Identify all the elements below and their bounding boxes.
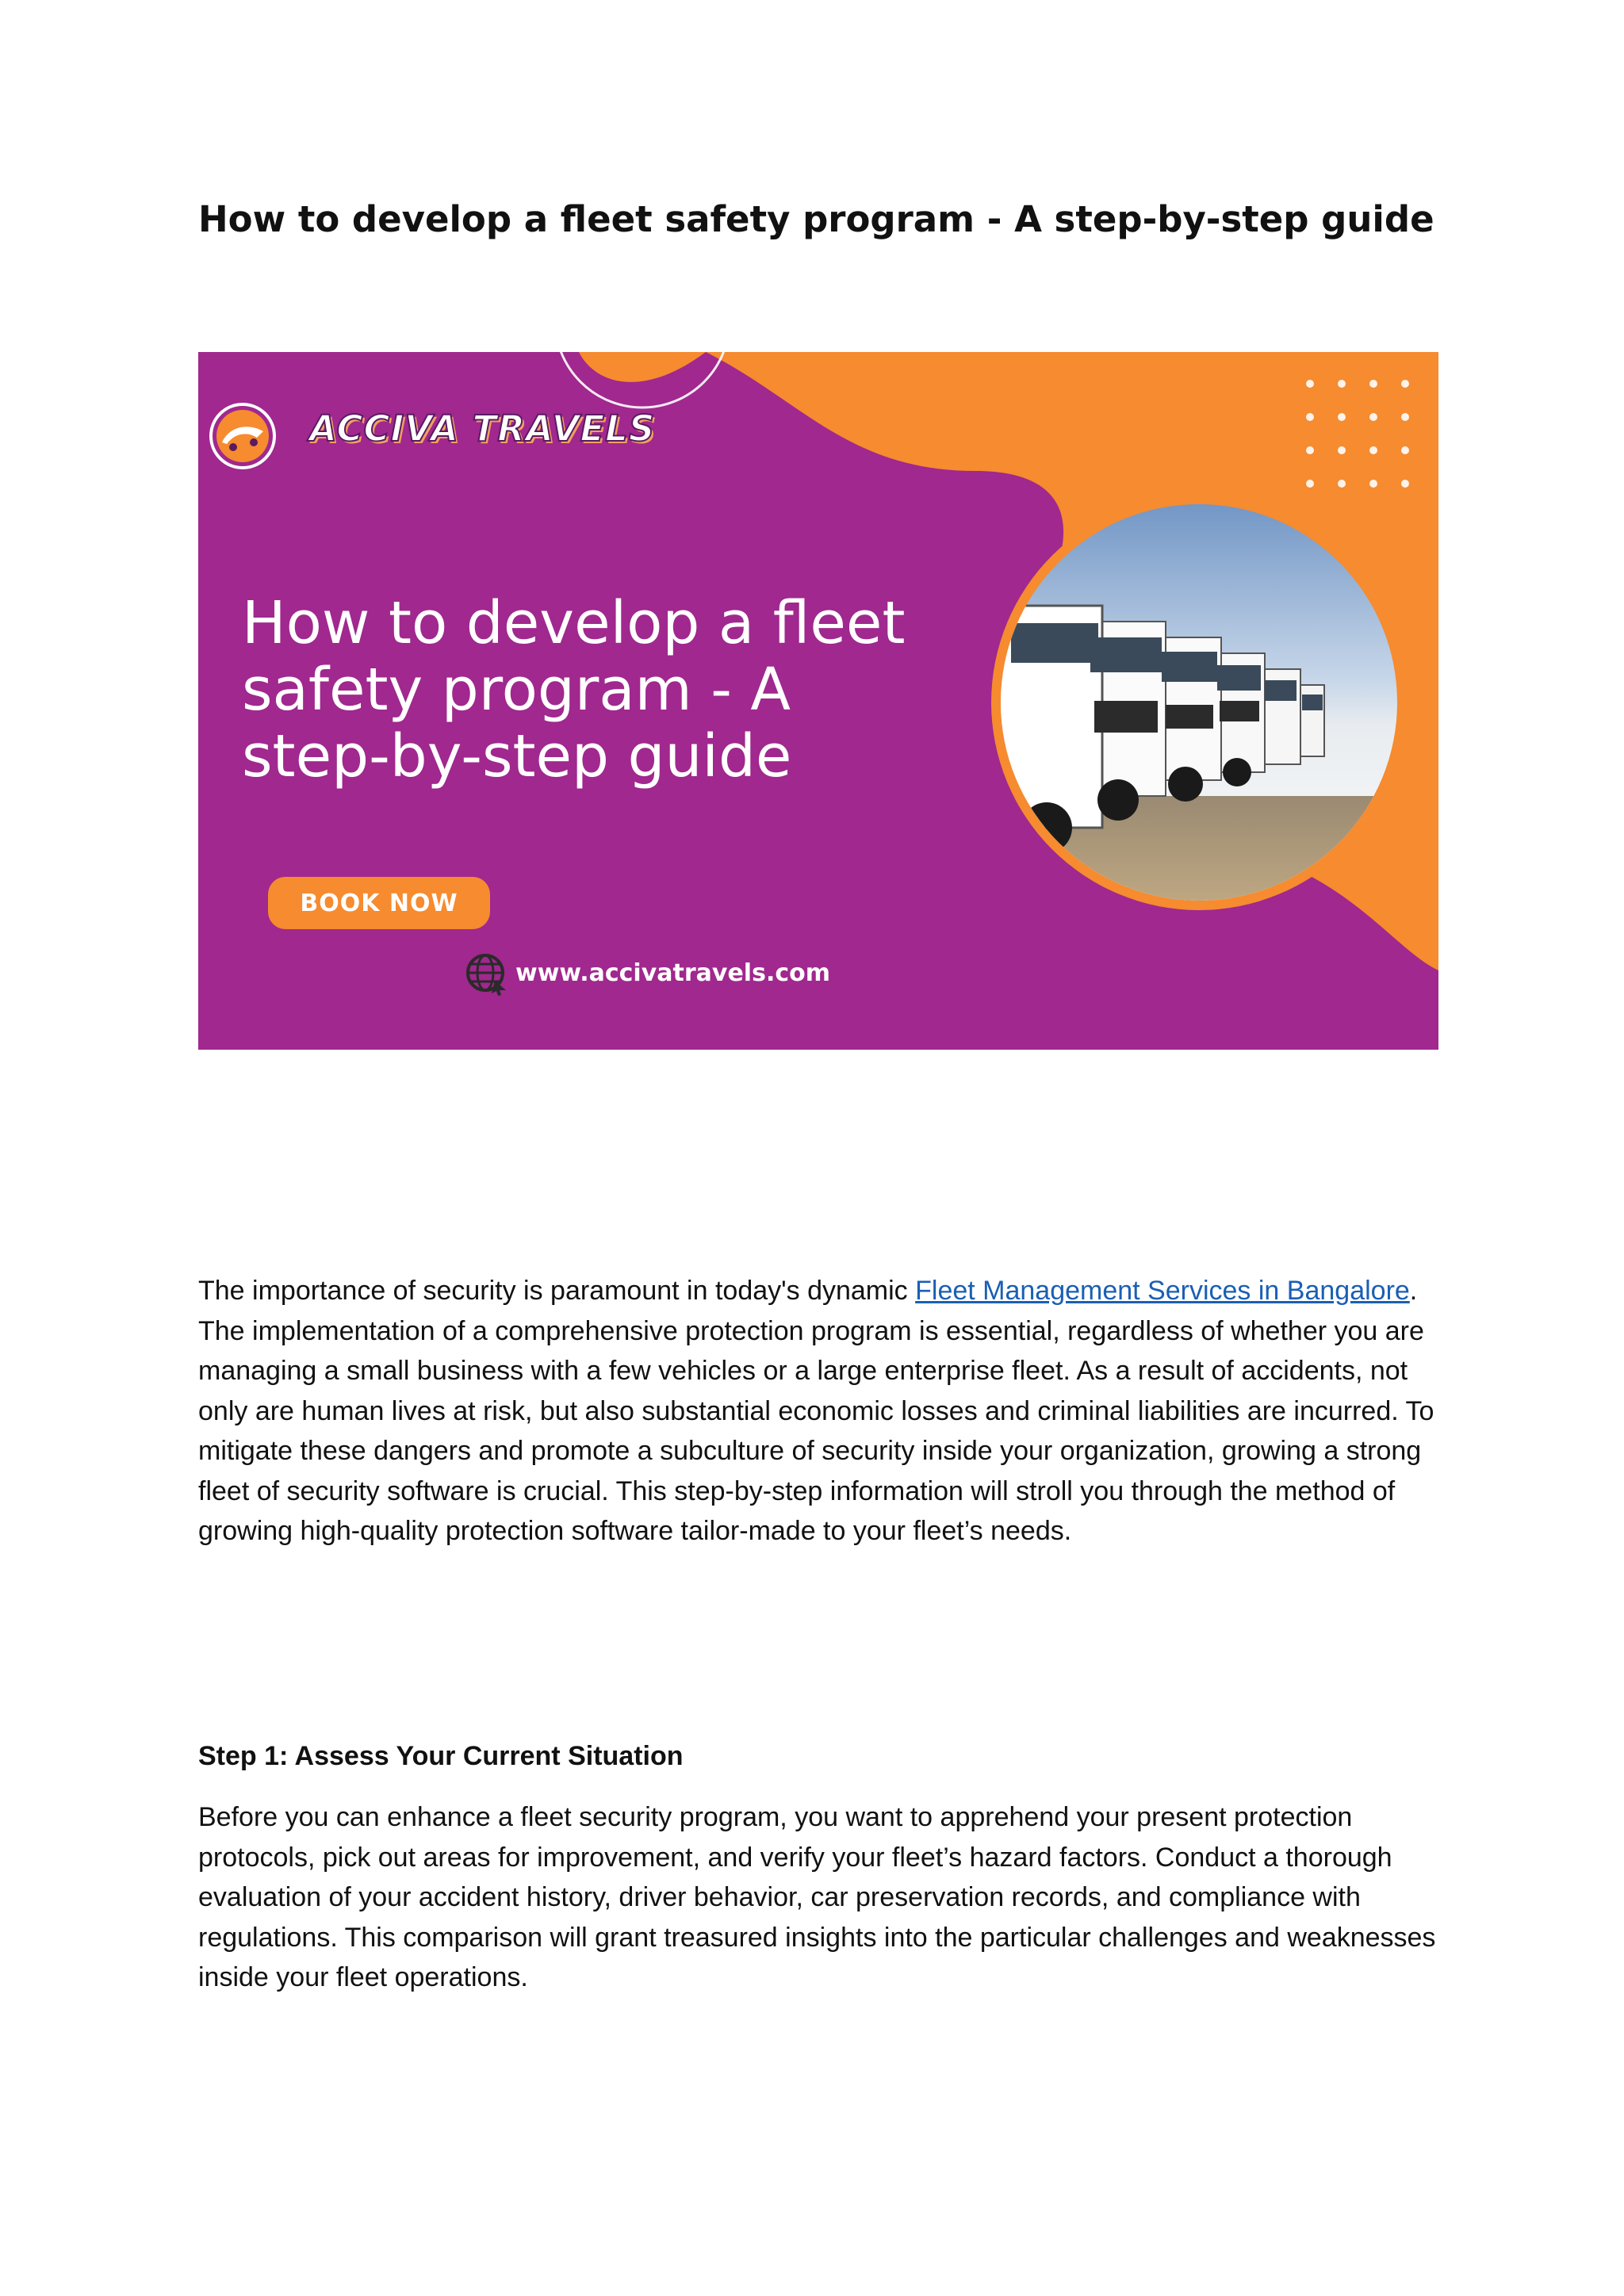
book-now-button: BOOK NOW [268,877,490,929]
intro-text-after-link: . The implementation of a comprehensive protection program is essential, regardless of whether you are managing a small business with a few vehicles or a large enterprise fleet. As a result of accidents, not only are human lives at risk, but also substantial economic losses and criminal liabilities are incurred. To mitigate these dangers and promote a subculture of security inside your organization, growing a strong fleet of security software is crucial. This step-by-step information will stroll you through the method of growing high-quality protection software tailor-made to your fleet’s needs. [198,1276,1434,1546]
intro-text-before-link: The importance of security is paramount in today's dynamic [198,1276,916,1306]
step1-heading: Step 1: Assess Your Current Situation [198,1741,684,1771]
brand-logo-icon [208,401,278,471]
fleet-management-link[interactable]: Fleet Management Services in Bangalore [915,1276,1410,1306]
banner-heading: How to develop a fleet safety program - A step-by-step guide [242,589,906,790]
banner-brand-name: ACCIVA TRAVELS [309,408,656,450]
intro-paragraph [198,1271,1443,1552]
page-title: How to develop a fleet safety program - A step-by-step guide [198,198,1434,240]
globe-icon [465,952,509,997]
banner-website: www.accivatravels.com [515,959,830,987]
step1-paragraph: Before you can enhance a fleet security program, you want to apprehend your present protection protocols, pick out areas for improvement, and verify your fleet’s hazard factors. Conduct a thorough evaluation of your accident history, driver behavior, car preservation records, and compliance with regulations. This comparison will grant treasured insights into the particular challenges and weaknesses inside your fleet operations. [198,1802,1436,1992]
banner-image [198,352,1438,1050]
